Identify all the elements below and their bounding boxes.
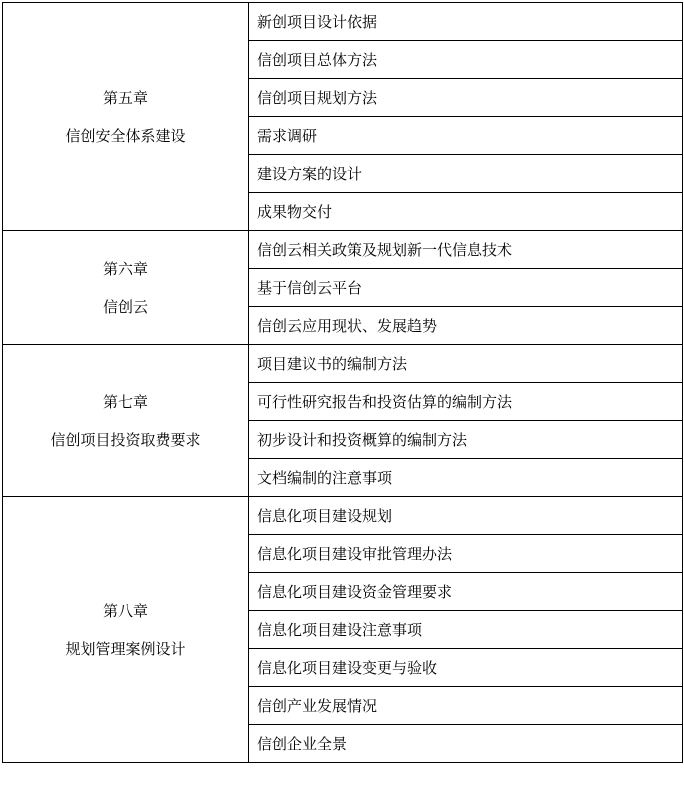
chapter-cell [3,231,249,345]
section-item: 信创项目总体方法 [249,41,683,79]
section-item: 建设方案的设计 [249,155,683,193]
section-item: 初步设计和投资概算的编制方法 [249,421,683,459]
section-item: 信创产业发展情况 [249,687,683,725]
chapter-title: 信创安全体系建设 [65,126,186,145]
section-item: 信息化项目建设注意事项 [249,611,683,649]
section-item: 需求调研 [249,117,683,155]
section-item: 文档编制的注意事项 [249,459,683,497]
table-row [3,345,683,383]
chapter-cell [3,497,249,763]
chapter-title: 信创云 [102,297,148,316]
table-row [3,497,683,535]
chapter-number: 第八章 [102,601,148,620]
section-item: 信创云相关政策及规划新一代信息技术 [249,231,683,269]
table-row [3,3,683,41]
section-item: 信息化项目建设审批管理办法 [249,535,683,573]
section-item: 可行性研究报告和投资估算的编制方法 [249,383,683,421]
section-item: 信创云应用现状、发展趋势 [249,307,683,345]
section-item: 成果物交付 [249,193,683,231]
chapter-cell [3,3,249,231]
section-item: 信创企业全景 [249,725,683,763]
section-item: 信息化项目建设资金管理要求 [249,573,683,611]
section-item: 新创项目设计依据 [249,3,683,41]
section-item: 信创项目规划方法 [249,79,683,117]
section-item: 信息化项目建设变更与验收 [249,649,683,687]
chapter-number: 第五章 [102,88,148,107]
section-item: 信息化项目建设规划 [249,497,683,535]
chapter-number: 第六章 [102,259,148,278]
chapter-cell [3,345,249,497]
chapter-outline-table [2,2,683,763]
section-item: 基于信创云平台 [249,269,683,307]
chapter-title: 规划管理案例设计 [65,639,186,658]
chapter-title: 信创项目投资取费要求 [50,430,201,449]
table-row [3,231,683,269]
section-item: 项目建议书的编制方法 [249,345,683,383]
chapter-number: 第七章 [102,392,148,411]
